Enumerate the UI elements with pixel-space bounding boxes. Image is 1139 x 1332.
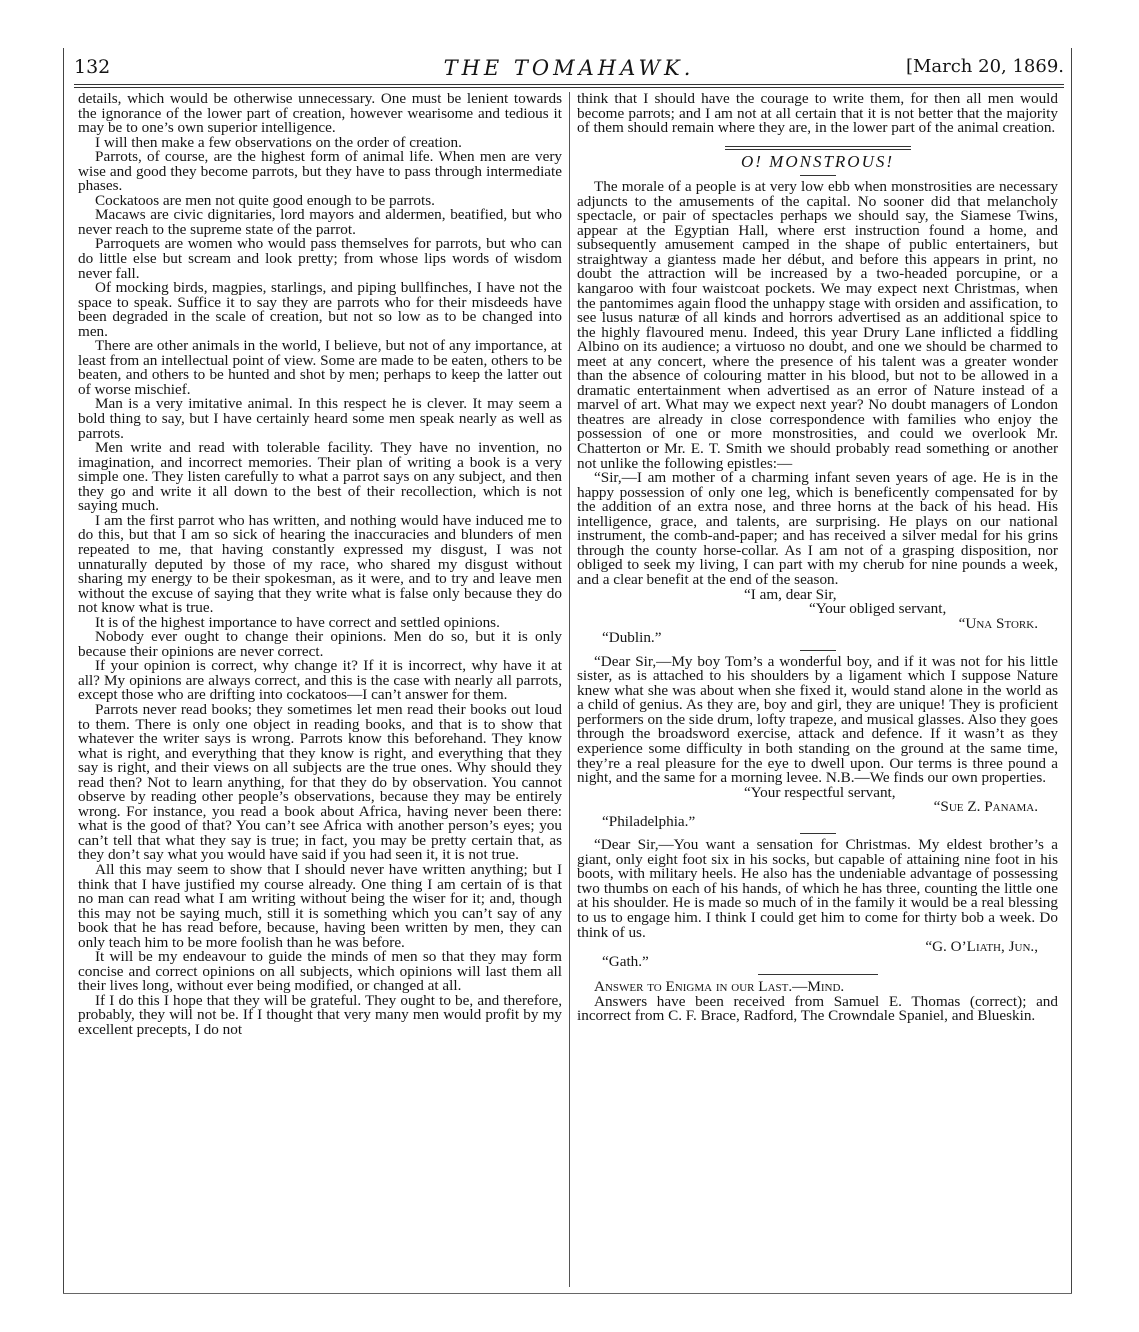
letter-close: “I am, dear Sir, <box>744 585 837 603</box>
paragraph: There are other animals in the world, I believe, but not of any importance, at least from an intellectual point of view. Some are made to be eaten, others to be beaten, and others to be hunted and shot by men; perhaps to keep the latter out of worse mischief. <box>78 337 562 398</box>
letter-place: “Gath.” <box>602 952 649 970</box>
running-head <box>74 56 1064 86</box>
paragraph: Man is a very imitative animal. In this respect he is clever. It may seem a bold thing to say, but I have certainly heard some men speak nearly as well as parrots. <box>78 395 562 442</box>
letter-close: “Your respectful servant, <box>744 783 896 801</box>
paragraph: It is of the highest importance to have correct and settled opinions. <box>95 613 500 631</box>
letter-signature: “Sue Z. Panama. <box>933 798 1038 816</box>
paragraph: If your opinion is correct, why change it? If it is incorrect, why have it at all? My opinions are always correct, and this is the case with nearly all parrots, except those who are drifting into cockatoos—I can’t answer for them. <box>78 657 562 704</box>
letter-place: “Philadelphia.” <box>602 812 696 830</box>
letter-body: “Sir,—I am mother of a charming infant seven years of age. He is in the happy possession of only one leg, which is beneficently compensated for by the addition of an extra nose, and three horns at the back of his head. His intelligence, grace, and talents, are surprising. He plays on our national instrument, the comb-and-paper; and has received a silver medal for his grins through the county horse-collar. As I am not of a grasping disposition, nor obliged to seek my living, I can part with my cherub for nine pounds a week, and a clear benefit at the end of the season. <box>577 469 1058 588</box>
header-rule-lower <box>74 87 1064 88</box>
paragraph: Cockatoos are men not quite good enough to be parrots. <box>95 191 435 209</box>
masthead-title: THE TOMAHAWK. <box>443 56 695 80</box>
issue-date: [March 20, 1869. <box>905 56 1064 77</box>
paragraph: Macaws are civic dignitaries, lord mayors and aldermen, beatified, but who never reach to the supreme state of the parrot. <box>78 206 562 238</box>
letter-signature: “G. O’Liath, Jun., <box>925 938 1038 956</box>
paragraph: I am the first parrot who has written, and nothing would have induced me to do this, but that I am so sick of hearing the inaccuracies and blunders of men repeated to me, that having constantly expressed my disgust, I was not unnaturally deputed by those of my race, who shared my disgust without sharing my energy to be their spokesman, as it were, and to try and leave men without the excuse of saying that they write what is false only because they do not know what is true. <box>78 511 562 617</box>
letter-close: “Your obliged servant, <box>809 600 947 618</box>
section-separator <box>758 974 878 975</box>
letter-body: “Dear Sir,—My boy Tom’s a wonderful boy, and if it was not for his little sister, as is attached to his shoulders by a ligament which I suppose Nature knew what she was about when she fixed it, would stand alone in the world as a child of genius. As they are, boy and girl, they are unique! They is proficient performers on the side drum, lofty trapeze, and musical glasses. Also they goes through the broadsword exercise, attack and defence. If it wasn’t as they experience some difficulty in both standing on the ground at the same time, they’re a real pleasure for the eye to dwell upon. Our terms is three pound a night, and the same for a morning levee. N.B.—We finds our own properties. <box>577 652 1058 787</box>
paragraph: It will be my endeavour to guide the minds of men so that they may form concise and correct opinions on all subjects, which opinions will last them all their lives long, without ever being modified, or changed at all. <box>78 948 562 995</box>
letter-body: “Dear Sir,—You want a sensation for Christmas. My eldest brother’s a giant, only eight foot six in his socks, but capable of attaining nine foot in his boots, with military heels. He also has the undeniable advantage of possessing two thumbs on each of his hands, of which he has three, counting the little one at his shoulder. He is made so much of in the family it would be a real blessing to us to engage him. I think I could get him to come for thirty bob a week. Do think of us. <box>577 836 1058 941</box>
page-number: 132 <box>74 56 111 78</box>
letter-signature: “Una Stork. <box>958 614 1038 632</box>
paragraph: All this may seem to show that I should never have written anything; but I think that I have justified my course already. One thing I am certain of is that no man can read what I am writing without being the wiser for it; and, though this may not be saying much, still it is something which you can’t say of any book that he has read before, because, having been written by men, they can only teach him to be more foolish than he was before. <box>78 860 562 951</box>
right-column <box>577 92 1058 1287</box>
paragraph: Nobody ever ought to change their opinions. Men do so, but it is only because their opinions are never correct. <box>78 628 562 660</box>
paragraph: Parroquets are women who would pass themselves for parrots, but who can do little else but scream and look pretty; from whose lips words of wisdom never fall. <box>78 235 562 282</box>
article-title: O! MONSTROUS! <box>740 151 895 171</box>
paragraph: If I do this I hope that they will be grateful. They ought to be, and therefore, probably, they will not be. If I thought that very many men would profit by my excellent precepts, I do not <box>78 991 562 1038</box>
section-separator <box>725 146 911 150</box>
paragraph: Parrots never read books; they sometimes let men read their books out loud to them. There is only one object in reading books, and that is to show that whatever the writer says is wrong. Parrots know this beforehand. They know what is right, and everything that they know is right, and everything that they say is right, and their views on all subjects are the true ones. Why should they read then? Not to learn anything, for that they do by observation. You cannot observe by reading other people’s observations, because they may be entirely wrong. For instance, you read a book about Africa, having never been there: what is the good of that? You can’t see Africa with another person’s eyes; you can’t tell that what they say is true; in fact, you may be pretty certain that, as they don’t say what you would have said if you had seen it, it is not true. <box>78 700 562 864</box>
paragraph: details, which would be otherwise unnecessary. One must be lenient towards the ignorance of the lower part of creation, however wearisome and tedious it may be to one’s own superior intelligence. <box>78 92 562 137</box>
page-border-right <box>1071 48 1072 1294</box>
letter-separator <box>800 833 836 834</box>
header-rule <box>74 84 1064 85</box>
paragraph: Of mocking birds, magpies, starlings, and piping bullfinches, I have not the space to speak. Suffice it to say they are parrots who for their misdeeds have been degraded in the scale of creation, but not so low as to be changed into men. <box>78 279 562 340</box>
column-divider <box>569 92 570 1287</box>
enigma-heading: Answer to Enigma in our Last.—Mind. <box>594 978 845 996</box>
paragraph: Men write and read with tolerable facility. They have no invention, no imagination, and incorrect memories. Their plan of writing a book is a very simple one. They listen carefully to what a parrot says on any subject, and then they go and write it all down to the best of their recollection, which is not saying much. <box>78 439 562 515</box>
enigma-answers: Answers have been received from Samuel E. Thomas (correct); and incorrect from C. F. Brace, Radford, The Crowndale Spaniel, and Blueskin. <box>577 992 1058 1025</box>
paragraph: I will then make a few observations on the order of creation. <box>95 133 462 151</box>
paragraph: think that I should have the courage to write them, for then all men would become parrots; and I am not at all certain that it is not better that the majority of them should remain where they are, in the lower part of the animal creation. <box>577 92 1058 137</box>
letter-separator <box>800 650 836 651</box>
paragraph: Parrots, of course, are the highest form of animal life. When men are very wise and good they become parrots, but they have to pass through intermediate phases. <box>78 148 562 195</box>
letter-place: “Dublin.” <box>602 629 662 647</box>
article-paragraph: The morale of a people is at very low ebb when monstrosities are necessary adjuncts to the amusements of the capital. No sooner did that melancholy spectacle, or pair of spectacles perhaps we should say, the Siamese Twins, appear at the Egyptian Hall, where erst instruction found a home, and subsequently amusement camped in the shape of public entertainers, but straightway a giantess made her début, and before this appears in print, no doubt the attraction will be increased by a two-headed porcupine, or a kangaroo with four waistcoat pockets. We may expect next Christmas, when the pantomimes again flood the unhappy stage with orsiden and assification, to see lusus naturæ of all kinds and horrors advertised as an additional spice to the highly flavoured menu. Indeed, this year Drury Lane inflicted a fiddling Albino on its audience; a virtuoso no doubt, and one we should be charmed to meet at any concert, where the presence of his talent was a greater wonder than the absence of colouring matter in his blood, but not to be allowed in a dramatic entertainment when advertised as an error of Nature instead of a marvel of art. What may we expect next year? No doubt managers of London theatres are already in close correspondence with families who enjoy the possession of one or more monstrosities, and could we overlook Mr. Chatterton or Mr. E. T. Smith we should probably read something or another not unlike the following epistles:— <box>577 178 1058 472</box>
page-border-bottom <box>63 1293 1072 1294</box>
title-underline <box>800 175 836 176</box>
page-border-left <box>63 48 64 1294</box>
left-column <box>78 92 562 1287</box>
